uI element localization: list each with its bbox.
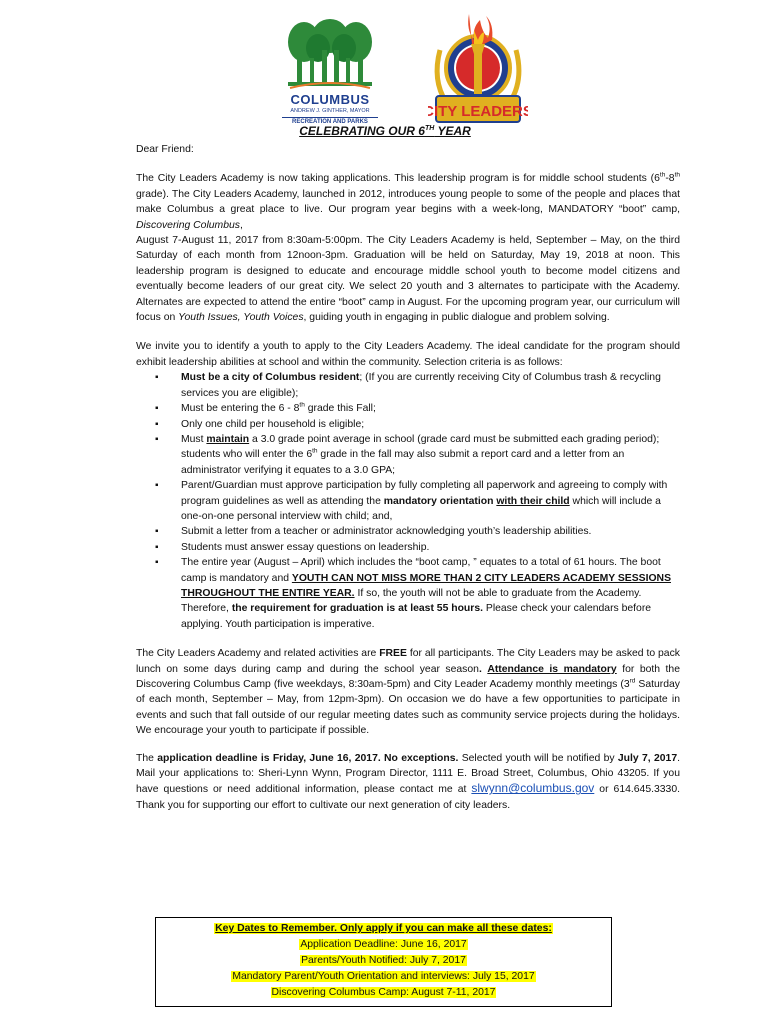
columbus-logo-mayor: ANDREW J. GINTHER, MAYOR (290, 108, 370, 114)
title-sup: TH (424, 125, 435, 132)
greeting: Dear Friend: (136, 144, 194, 155)
paragraph-invite: We invite you to identify a youth to apply to the City Leaders Academy. The ideal candidate for the program should exhibit leadership abilities at school and within the community. Selection criteria is as follows: (136, 341, 680, 368)
key-dates-box (155, 917, 612, 1007)
paragraph-deadline: The application deadline is Friday, June 16, 2017. No exceptions. Selected youth will be notified by July 7, 2017. Mail your applications to: Sheri-Lynn Wynn, Program Director, 1111 E. Broad Street, Columbus, Ohio 43205. If you have questions or need additional information, please contact me at slwynn@columbus.gov or 614.645.3330. Thank you for supporting our effort to cultivate our next generation of city leaders. (136, 752, 680, 811)
key-date-item: Parents/Youth Notified: July 7, 2017 (301, 955, 466, 966)
criteria-item: ▪ Submit a letter from a teacher or administrator acknowledging youth’s leadership abilities. (181, 524, 680, 539)
criteria-item: ▪ Only one child per household is eligible; (181, 417, 680, 432)
key-date-item: Mandatory Parent/Youth Orientation and interviews: July 15, 2017 (232, 971, 535, 982)
city-leaders-logo (428, 10, 528, 128)
paragraph-intro: The City Leaders Academy is now taking applications. This leadership program is for middle school students (6th-8th grade). The City Leaders Academy, launched in 2012, introduces young people to some of the people and places that make Columbus a great place to live. Our program year begins with a week-long, MANDATORY “boot” camp, Discovering Columbus, August 7-August 11, 2017 from 8:30am-5:00pm. The City Leaders Academy is held, September – May, on the third Saturday of each month from 12noon-3pm. Graduation will be held on Saturday, May 19, 2018 at noon. This leadership program is designed to educate and encourage middle school youth to become model citizens and eventually become leaders of our great city. We select 20 youth and 3 alternates to participate with the Academy. Alternates are expected to attend the entire “boot” camp in August. For the upcoming program year, our curriculum will focus on Youth Issues, Youth Voices, guiding youth in engaging in public dialogue and problem solving. (136, 171, 680, 324)
header-logos (0, 6, 770, 126)
torch-emblem-icon (428, 10, 528, 128)
paragraph-free: The City Leaders Academy and related activities are FREE for all participants. The City Leaders may be asked to pack lunch on some days during camp and during the school year season. Attendance is mandatory for both the Discovering Columbus Camp (five weekdays, 8:30am-5pm) and City Leader Academy monthly meetings (3rd Saturday of each month, September – May, from 12pm-3pm). On occasion we do have a few opportunities to participate in events and such that fall outside of our regular meeting dates such as community service projects during the holidays. We encourage your youth to participate if possible. (136, 648, 680, 737)
criteria-item: ▪ Must be a city of Columbus resident; (If you are currently receiving City of Columbus trash & recycling services you are eligible); (181, 370, 680, 401)
trees-icon (282, 18, 378, 90)
page-title (0, 124, 770, 138)
email-link[interactable]: slwynn@columbus.gov (471, 781, 595, 796)
columbus-logo-name: COLUMBUS (290, 92, 370, 107)
letter-body (136, 142, 680, 813)
title-text-end: YEAR (434, 124, 471, 138)
key-dates-title: Key Dates to Remember. Only apply if you can make all these dates: (215, 923, 552, 934)
criteria-item: ▪ Must be entering the 6 - 8th grade this Fall; (181, 401, 680, 416)
criteria-item: ▪ Parent/Guardian must approve participation by fully completing all paperwork and agreeing to comply with program guidelines as well as attending the mandatory orientation with their child which will include a one-on-one personal interview with child; and, (181, 478, 680, 524)
key-date-item: Application Deadline: June 16, 2017 (300, 939, 467, 950)
criteria-item: ▪ Students must answer essay questions on leadership. (181, 540, 680, 555)
curriculum-focus: Youth Issues, Youth Voices (178, 312, 304, 324)
city-leaders-logo-text: CITY LEADERS (428, 103, 528, 120)
key-date-item: Discovering Columbus Camp: August 7-11, 2017 (271, 987, 496, 998)
camp-name: Discovering Columbus (136, 219, 240, 231)
selection-criteria-list (136, 370, 680, 632)
criteria-item: ▪ Must maintain a 3.0 grade point average in school (grade card must be submitted each grading period); students who will enter the 6th grade in the fall may also submit a report card and a letter from an administrator verifying it equates to a 3.0 GPA; (181, 432, 680, 478)
criteria-item: ▪ The entire year (August – April) which includes the “boot camp, ” equates to a total of 61 hours. The boot camp is mandatory and YOUTH CAN NOT MISS MORE THAN 2 CITY LEADERS ACADEMY SESSIONS THROUGHOUT THE ENTIRE YEAR. If so, the youth will not be able to graduate from the Academy. Therefore, the requirement for graduation is at least 55 hours. Please check your calendars before applying. Youth participation is imperative. (181, 555, 680, 632)
title-text: CELEBRATING OUR 6 (299, 124, 425, 138)
columbus-logo-dept: RECREATION AND PARKS (282, 117, 378, 125)
columbus-logo (282, 18, 378, 128)
